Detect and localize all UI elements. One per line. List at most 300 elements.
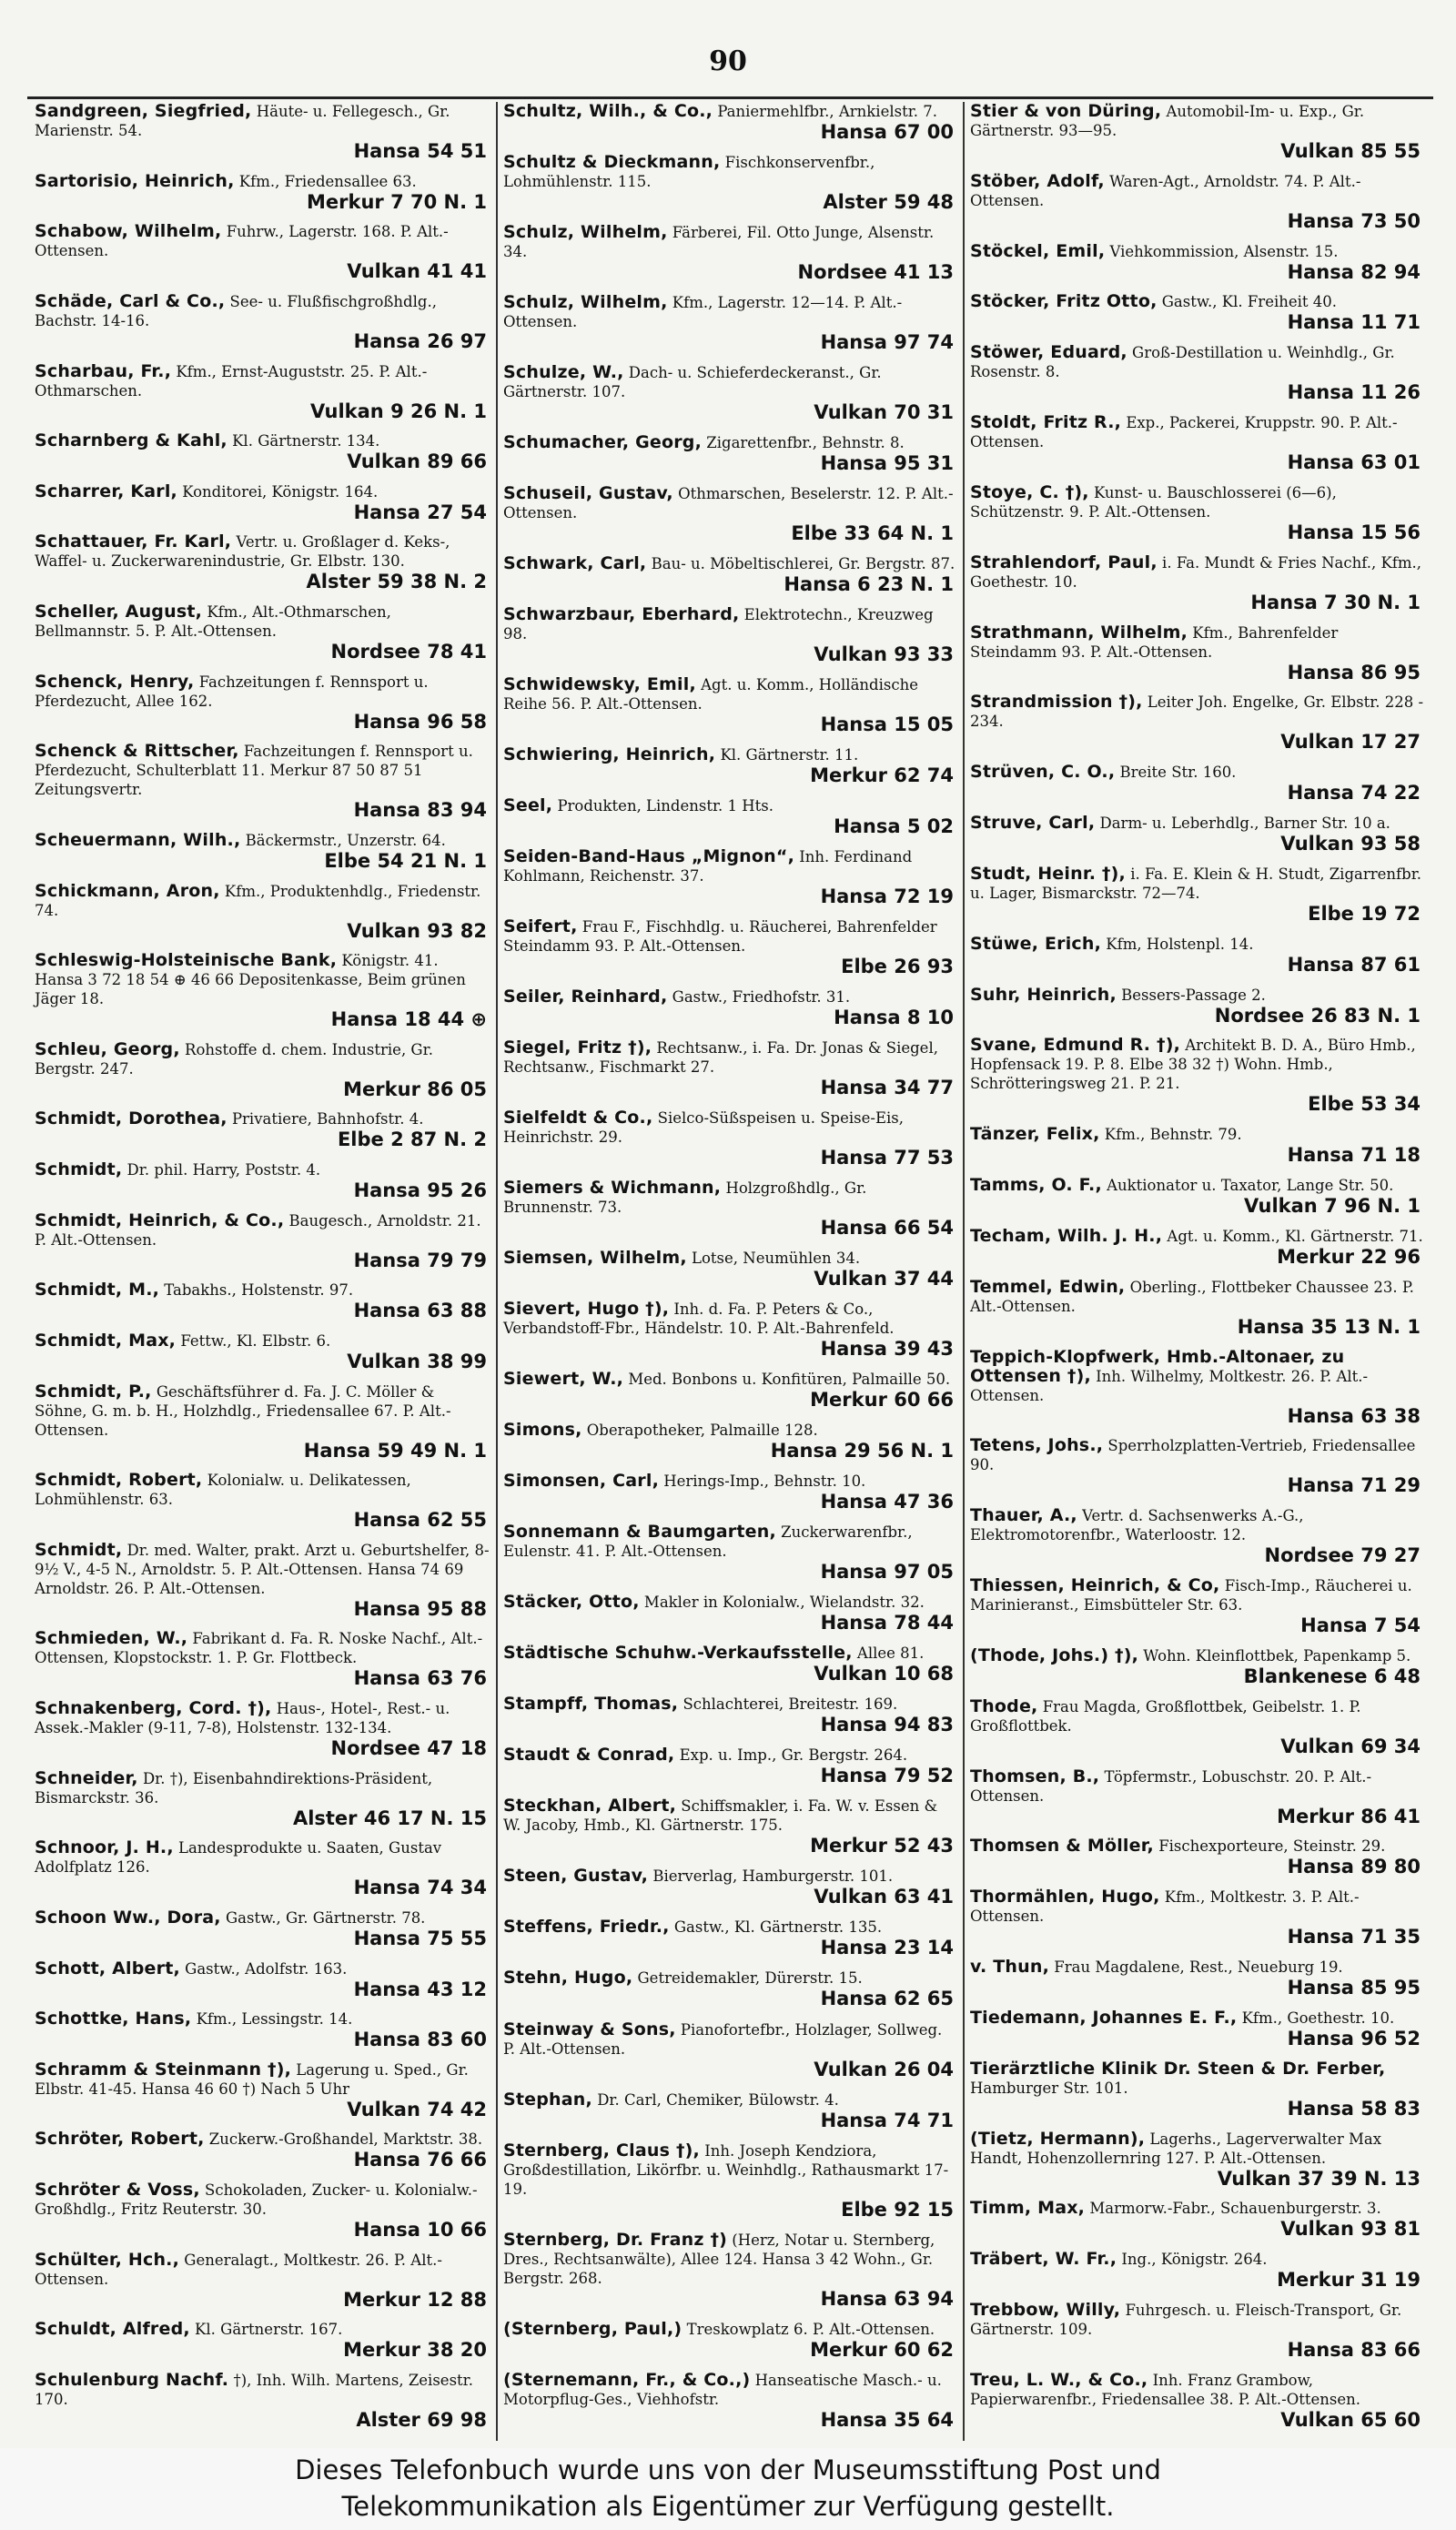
directory-entry bbox=[970, 1958, 1424, 1999]
entry-name: Thode, bbox=[970, 1695, 1038, 1716]
directory-entry bbox=[970, 763, 1424, 804]
entry-name: Scharrer, Karl, bbox=[35, 481, 177, 501]
directory-entry bbox=[970, 1436, 1424, 1496]
entry-details: Kl. Gärtnerstr. 11. bbox=[720, 746, 859, 764]
entry-phone: Vulkan 7 96 N. 1 bbox=[1244, 1195, 1421, 1218]
entry-phone: Hansa 39 43 bbox=[820, 1338, 954, 1361]
entry-name: Schmidt, Robert, bbox=[35, 1470, 203, 1491]
entry-phone: Hansa 71 35 bbox=[1287, 1926, 1421, 1948]
entry-details: Fischexporteure, Steinstr. 29. bbox=[1158, 1837, 1386, 1856]
entry-details: Kfm., Behnstr. 79. bbox=[1104, 1126, 1242, 1144]
entry-name: Schröter, Robert, bbox=[35, 2129, 205, 2150]
entry-details: Paniermehlfbr., Arnkielstr. 7. bbox=[717, 103, 938, 120]
directory-entry bbox=[970, 292, 1424, 333]
entry-details: i. Fa. E. Klein & H. Studt, Zigarrenfbr. u. Lager, Bismarckstr. 72—74. bbox=[970, 865, 1422, 902]
entry-details: Gastw., Gr. Gärtnerstr. 78. bbox=[225, 1908, 426, 1927]
directory-entry bbox=[970, 172, 1424, 232]
entry-phone: Hansa 10 66 bbox=[353, 2219, 487, 2241]
entry-phone: Hansa 15 56 bbox=[1287, 521, 1421, 543]
entry-name: Tänzer, Felix, bbox=[970, 1124, 1100, 1145]
entry-name: Teppich-Klopfwerk, Hmb.-Altonaer, zu Ottensen †), bbox=[970, 1346, 1345, 1386]
directory-entry bbox=[35, 1699, 490, 1759]
directory-entry bbox=[970, 2371, 1424, 2431]
entry-phone: Nordsee 47 18 bbox=[330, 1737, 487, 1759]
entry-details: Inh. d. Fa. P. Peters & Co., Verbandstoff-Fbr., Händelstr. 10. P. Alt.-Bahrenfeld. bbox=[503, 1300, 895, 1338]
directory-entry bbox=[35, 2371, 490, 2431]
entry-phone: Merkur 31 19 bbox=[1277, 2269, 1421, 2292]
page-number: 90 bbox=[709, 46, 747, 77]
entry-name: Schmidt, P., bbox=[35, 1381, 152, 1402]
entry-details: Waren-Agt., Arnoldstr. 74. P. Alt.-Ottensen. bbox=[970, 172, 1361, 209]
entry-details: Generalagt., Moltkestr. 26. P. Alt.-Ottensen. bbox=[35, 2251, 442, 2288]
entry-details: Inh. Franz Grambow, Papierwarenfbr., Friedensallee 38. P. Alt.-Ottensen. bbox=[970, 2371, 1361, 2408]
directory-entry bbox=[503, 1523, 957, 1583]
entry-name: Steinway & Sons, bbox=[503, 2019, 676, 2039]
entry-details: Landesprodukte u. Saaten, Gustav Adolfplatz 126. bbox=[35, 1839, 442, 1877]
directory-entry bbox=[503, 554, 957, 595]
directory-entry bbox=[35, 222, 490, 282]
entry-phone: Hansa 76 66 bbox=[353, 2149, 487, 2171]
directory-entry bbox=[503, 1421, 957, 1462]
directory-entry bbox=[35, 1769, 490, 1829]
directory-entry bbox=[503, 1968, 957, 2009]
entry-name: Stöber, Adolf, bbox=[970, 170, 1105, 191]
entry-name: Scharnberg & Kahl, bbox=[35, 430, 228, 451]
entry-name: Schuseil, Gustav, bbox=[503, 483, 673, 504]
directory-entry bbox=[35, 1211, 490, 1271]
directory-entry bbox=[35, 1838, 490, 1898]
entry-name: Schickmann, Aron, bbox=[35, 880, 220, 901]
entry-phone: Hansa 79 79 bbox=[353, 1249, 487, 1271]
header-rule bbox=[27, 96, 1433, 99]
entry-name: (Sternemann, Fr., & Co.,) bbox=[503, 2369, 751, 2390]
entry-name: Schabow, Wilhelm, bbox=[35, 221, 222, 242]
entry-phone: Hansa 43 12 bbox=[353, 1978, 487, 2000]
entry-details: Elektrotechn., Kreuzweg 98. bbox=[503, 606, 934, 643]
entry-details: Lagerung u. Sped., Gr. Elbstr. 41-45. Hansa 46 60 †) Nach 5 Uhr bbox=[35, 2060, 469, 2098]
entry-details: Fuhrw., Lagerstr. 168. P. Alt.-Ottensen. bbox=[35, 223, 449, 260]
entry-phone: Hansa 97 05 bbox=[820, 1561, 954, 1584]
directory-entry bbox=[503, 433, 957, 474]
entry-details: Produkten, Lindenstr. 1 Hts. bbox=[557, 797, 774, 815]
entry-phone: Vulkan 65 60 bbox=[1280, 2408, 1421, 2431]
entry-name: Schoon Ww., Dora, bbox=[35, 1907, 221, 1928]
entry-name: Sartorisio, Heinrich, bbox=[35, 170, 235, 191]
entry-phone: Hansa 15 05 bbox=[820, 713, 954, 736]
entry-phone: Hansa 23 14 bbox=[820, 1937, 954, 1959]
entry-phone: Hansa 83 66 bbox=[1287, 2338, 1421, 2361]
entry-name: Simonsen, Carl, bbox=[503, 1471, 659, 1492]
entry-name: Schultz, Wilh., & Co., bbox=[503, 102, 713, 121]
entry-details: Geschäftsführer d. Fa. J. C. Möller & Söhne, G. m. b. H., Holzhdlg., Friedensallee 67. P. Alt.-Ottensen. bbox=[35, 1382, 451, 1439]
entry-name: (Tietz, Hermann), bbox=[970, 2128, 1146, 2149]
entry-phone: Hansa 74 71 bbox=[820, 2109, 954, 2131]
entry-phone: Hansa 34 77 bbox=[820, 1077, 954, 1099]
entry-name: Seiler, Reinhard, bbox=[503, 987, 668, 1007]
entry-details: Kfm, Holstenpl. 14. bbox=[1106, 935, 1254, 953]
entry-phone: Hansa 83 60 bbox=[353, 2029, 487, 2051]
directory-entry bbox=[35, 831, 490, 872]
entry-name: Seifert, bbox=[503, 916, 578, 937]
entry-phone: Hansa 95 88 bbox=[353, 1597, 487, 1620]
entry-name: Schneider, bbox=[35, 1767, 138, 1788]
directory-entry bbox=[35, 673, 490, 733]
directory-entry bbox=[970, 1576, 1424, 1636]
entry-phone: Hansa 7 30 N. 1 bbox=[1250, 591, 1421, 613]
entry-name: Stephan, bbox=[503, 2089, 592, 2110]
entry-name: Tiedemann, Johannes E. F., bbox=[970, 2007, 1238, 2028]
entry-phone: Vulkan 9 26 N. 1 bbox=[310, 400, 487, 422]
entry-name: Steffens, Friedr., bbox=[503, 1917, 670, 1938]
directory-entry bbox=[970, 2250, 1424, 2291]
entry-details: Kl. Gärtnerstr. 167. bbox=[195, 2321, 343, 2339]
entry-details: Marmorw.-Fabr., Schauenburgerstr. 3. bbox=[1089, 2200, 1381, 2218]
entry-details: Königstr. 41. Hansa 3 72 18 54 ⊕ 46 66 Depositenkasse, Beim grünen Jäger 18. bbox=[35, 952, 466, 1008]
entry-name: Schnoor, J. H., bbox=[35, 1837, 174, 1858]
directory-entry bbox=[503, 605, 957, 665]
entry-phone: Merkur 22 96 bbox=[1277, 1245, 1421, 1268]
entry-name: Strüven, C. O., bbox=[970, 762, 1116, 783]
directory-entry bbox=[503, 987, 957, 1028]
entry-phone: Vulkan 93 81 bbox=[1280, 2218, 1421, 2241]
entry-name: Siemers & Wichmann, bbox=[503, 1178, 722, 1199]
entry-name: Seel, bbox=[503, 795, 553, 816]
entry-details: Kfm., Friedensallee 63. bbox=[238, 172, 417, 190]
directory-entry bbox=[970, 1036, 1424, 1115]
directory-entry bbox=[35, 102, 490, 162]
entry-phone: Alster 59 38 N. 2 bbox=[306, 571, 487, 593]
directory-entry bbox=[970, 2009, 1424, 2049]
entry-name: Schülter, Hch., bbox=[35, 2249, 180, 2270]
directory-entry bbox=[970, 814, 1424, 855]
entry-phone: Hansa 74 34 bbox=[353, 1877, 487, 1899]
entry-phone: Elbe 19 72 bbox=[1308, 902, 1421, 925]
entry-details: Dr. †), Eisenbahndirektions-Präsident, Bismarckstr. 36. bbox=[35, 1769, 433, 1806]
entry-name: Steen, Gustav, bbox=[503, 1866, 649, 1887]
directory-entry bbox=[503, 796, 957, 837]
directory-entry bbox=[503, 363, 957, 423]
entry-details: Inh. Joseph Kendziora, Großdestillation, Likörfbr. u. Weinhdlg., Rathausmarkt 17-19. bbox=[503, 2141, 949, 2198]
entry-name: Stöcker, Fritz Otto, bbox=[970, 291, 1158, 312]
entry-phone: Hansa 78 44 bbox=[820, 1612, 954, 1634]
directory-entry bbox=[970, 1887, 1424, 1948]
footer-line-1: Dieses Telefonbuch wurde uns von der Museumsstiftung Post und bbox=[295, 2454, 1161, 2485]
entry-phone: Elbe 53 34 bbox=[1308, 1093, 1421, 1116]
entry-details: Sielco-Süßspeisen u. Speise-Eis, Heinrichstr. 29. bbox=[503, 1109, 905, 1147]
entry-details: Dach- u. Schieferdeckeranst., Gr. Gärtnerstr. 107. bbox=[503, 364, 882, 401]
directory-entry bbox=[503, 675, 957, 735]
entry-name: Scheller, August, bbox=[35, 602, 203, 622]
entry-name: Schleswig-Holsteinische Bank, bbox=[35, 950, 338, 971]
directory-entry bbox=[35, 882, 490, 942]
entry-phone: Vulkan 69 34 bbox=[1280, 1735, 1421, 1757]
directory-entry bbox=[503, 484, 957, 544]
entry-details: Bierverlag, Hamburgerstr. 101. bbox=[652, 1867, 894, 1886]
directory-entry bbox=[970, 1697, 1424, 1757]
entry-phone: Hansa 8 10 bbox=[834, 1007, 954, 1029]
entry-phone: Hansa 63 94 bbox=[820, 2287, 954, 2310]
directory-entry bbox=[970, 483, 1424, 543]
directory-entry bbox=[35, 2060, 490, 2120]
entry-phone: Hansa 11 71 bbox=[1287, 311, 1421, 334]
entry-phone: Hansa 18 44 ⊕ bbox=[330, 1008, 487, 1031]
directory-entry bbox=[35, 482, 490, 523]
entry-phone: Hansa 29 56 N. 1 bbox=[770, 1440, 954, 1462]
directory-entry bbox=[503, 2090, 957, 2131]
entry-name: Stampff, Thomas, bbox=[503, 1694, 679, 1715]
directory-entry bbox=[503, 2320, 957, 2361]
entry-name: Thomsen, B., bbox=[970, 1766, 1100, 1786]
entry-details: Zuckerwarenfbr., Eulenstr. 41. P. Alt.-Ottensen. bbox=[503, 1523, 913, 1561]
directory-entry bbox=[970, 693, 1424, 753]
entry-name: Schumacher, Georg, bbox=[503, 432, 703, 453]
entry-phone: Vulkan 17 27 bbox=[1280, 731, 1421, 754]
directory-entry bbox=[970, 1227, 1424, 1268]
entry-details: Agt. u. Komm., Holländische Reihe 56. P. Alt.-Ottensen. bbox=[503, 676, 918, 713]
entry-name: Städtische Schuhw.-Verkaufsstelle, bbox=[503, 1643, 853, 1664]
entry-phone: Hansa 58 83 bbox=[1287, 2097, 1421, 2120]
entry-name: Struve, Carl, bbox=[970, 813, 1096, 834]
entry-details: Fuhrgesch. u. Fleisch-Transport, Gr. Gärtnerstr. 109. bbox=[970, 2301, 1402, 2338]
directory-entry bbox=[503, 1179, 957, 1239]
entry-phone: Vulkan 93 58 bbox=[1280, 833, 1421, 855]
entry-phone: Vulkan 85 55 bbox=[1280, 140, 1421, 162]
entry-phone: Vulkan 93 82 bbox=[347, 919, 487, 942]
entry-details: Med. Bonbons u. Konfitüren, Palmaille 50. bbox=[628, 1371, 951, 1389]
entry-details: Gastw., Kl. Freiheit 40. bbox=[1161, 293, 1338, 311]
entry-details: Haus-, Hotel-, Rest.- u. Assek.-Makler (9-11, 7-8), Holstenstr. 132-134. bbox=[35, 1700, 450, 1736]
directory-entry bbox=[970, 1646, 1424, 1687]
entry-details: Oberapotheker, Palmaille 128. bbox=[586, 1422, 818, 1440]
entry-name: Schwarzbaur, Eberhard, bbox=[503, 604, 740, 625]
directory-entry bbox=[35, 1382, 490, 1462]
entry-name: Suhr, Heinrich, bbox=[970, 984, 1117, 1005]
entry-phone: Elbe 26 93 bbox=[841, 956, 954, 978]
directory-entry bbox=[970, 413, 1424, 473]
entry-details: Töpfermstr., Lobuschstr. 20. P. Alt.-Ottensen. bbox=[970, 1767, 1372, 1805]
entry-name: Strahlendorf, Paul, bbox=[970, 552, 1158, 572]
entry-phone: Vulkan 93 33 bbox=[814, 643, 954, 666]
directory-entry bbox=[503, 1038, 957, 1098]
directory-entry bbox=[35, 1629, 490, 1689]
entry-details: Kfm., Goethestr. 10. bbox=[1241, 2009, 1395, 2027]
entry-name: Treu, L. W., & Co., bbox=[970, 2369, 1148, 2390]
entry-details: Frau Magda, Großflottbek, Geibelstr. 1. P. Großflottbek. bbox=[970, 1697, 1361, 1735]
entry-phone: Hansa 73 50 bbox=[1287, 209, 1421, 232]
entry-name: Schmidt, Dorothea, bbox=[35, 1108, 228, 1129]
entry-phone: Merkur 60 66 bbox=[810, 1389, 954, 1412]
directory-entry bbox=[970, 986, 1424, 1027]
entry-details: Dr. phil. Harry, Poststr. 4. bbox=[126, 1161, 321, 1179]
directory-entry bbox=[35, 1160, 490, 1201]
directory-entry bbox=[970, 1278, 1424, 1338]
entry-details: Fettw., Kl. Elbstr. 6. bbox=[180, 1331, 331, 1350]
entry-name: Staudt & Conrad, bbox=[503, 1745, 675, 1766]
directory-entry bbox=[970, 935, 1424, 976]
entry-details: Oberling., Flottbeker Chaussee 23. P. Alt.-Ottensen. bbox=[970, 1278, 1414, 1315]
entry-phone: Hansa 77 53 bbox=[820, 1147, 954, 1169]
entry-phone: Vulkan 26 04 bbox=[814, 2058, 954, 2080]
entry-details: (Herz, Notar u. Sternberg, Dres., Rechtsanwälte), Allee 124. Hansa 3 42 Wohn., Gr. Bergstr. 268. bbox=[503, 2231, 935, 2287]
entry-details: Kunst- u. Bauschlosserei (6—6), Schützenstr. 9. P. Alt.-Ottensen. bbox=[970, 483, 1337, 521]
entry-phone: Hansa 96 58 bbox=[353, 710, 487, 733]
entry-phone: Merkur 7 70 N. 1 bbox=[306, 190, 487, 213]
entry-phone: Hansa 35 13 N. 1 bbox=[1237, 1315, 1421, 1338]
directory-entry bbox=[503, 1695, 957, 1736]
entry-details: Konditorei, Königstr. 164. bbox=[182, 482, 379, 501]
entry-name: Tierärztliche Klinik Dr. Steen & Dr. Ferber, bbox=[970, 2058, 1386, 2079]
entry-details: Privatiere, Bahnhofstr. 4. bbox=[231, 1110, 424, 1128]
entry-name: Schnakenberg, Cord. †), bbox=[35, 1698, 272, 1718]
directory-entry bbox=[35, 602, 490, 663]
entry-name: Schmidt, Max, bbox=[35, 1330, 177, 1351]
entry-details: Wohn. Kleinflottbek, Papenkamp 5. bbox=[1143, 1646, 1411, 1665]
directory-entry bbox=[35, 2009, 490, 2050]
column-1 bbox=[29, 102, 496, 2441]
entry-name: Stehn, Hugo, bbox=[503, 1968, 633, 1989]
entry-details: Exp. u. Imp., Gr. Bergstr. 264. bbox=[679, 1746, 908, 1765]
entry-phone: Hansa 71 18 bbox=[1287, 1144, 1421, 1167]
entry-name: Schmidt, Heinrich, & Co., bbox=[35, 1209, 285, 1230]
entry-phone: Hansa 72 19 bbox=[820, 886, 954, 908]
entry-name: Schenck & Rittscher, bbox=[35, 741, 239, 762]
entry-details: Sperrholzplatten-Vertrieb, Friedensallee 90. bbox=[970, 1437, 1416, 1474]
entry-details: Bessers-Passage 2. bbox=[1121, 986, 1266, 1004]
entry-phone: Hansa 82 94 bbox=[1287, 260, 1421, 283]
entry-name: Siewert, W., bbox=[503, 1369, 624, 1390]
directory-entry bbox=[503, 2371, 957, 2431]
directory-entry bbox=[503, 1108, 957, 1169]
directory-entry bbox=[503, 1593, 957, 1634]
entry-name: Thauer, A., bbox=[970, 1505, 1077, 1526]
entry-name: Simons, bbox=[503, 1420, 582, 1441]
directory-entry bbox=[35, 1280, 490, 1321]
entry-phone: Alster 59 48 bbox=[823, 191, 954, 214]
directory-entry bbox=[503, 1746, 957, 1786]
entry-phone: Merkur 86 05 bbox=[343, 1078, 487, 1100]
entry-name: Sielfeldt & Co., bbox=[503, 1108, 653, 1128]
directory-entry bbox=[35, 431, 490, 472]
entry-name: Schröter & Voss, bbox=[35, 2180, 200, 2200]
entry-details: †), Inh. Wilh. Martens, Zeisestr. 170. bbox=[35, 2371, 473, 2408]
entry-details: Hanseatische Masch.- u. Motorpflug-Ges., Viehhofstr. bbox=[503, 2371, 942, 2408]
directory-entry bbox=[35, 172, 490, 213]
directory-entry bbox=[503, 1644, 957, 1685]
entry-details: Gastw., Adolfstr. 163. bbox=[185, 1959, 348, 1978]
column-2 bbox=[496, 102, 963, 2441]
entry-name: Stüwe, Erich, bbox=[970, 933, 1102, 954]
entry-name: Schwidewsky, Emil, bbox=[503, 674, 696, 695]
directory-entry bbox=[503, 1867, 957, 1908]
entry-details: Architekt B. D. A., Büro Hmb., Hopfensack 19. P. 8. Elbe 38 32 †) Wohn. Hmb., Schrötteringsweg 21. P. 21. bbox=[970, 1037, 1416, 1093]
directory-entry bbox=[35, 1331, 490, 1372]
directory-entry bbox=[35, 1040, 490, 1100]
entry-name: Schleu, Georg, bbox=[35, 1038, 180, 1059]
entry-details: Vertr. d. Sachsenwerks A.-G., Elektromotorenfbr., Waterloostr. 12. bbox=[970, 1507, 1304, 1544]
directory-entry bbox=[35, 1471, 490, 1531]
entry-details: Automobil-Im- u. Exp., Gr. Gärtnerstr. 93—95. bbox=[970, 103, 1365, 139]
entry-name: Scheuermann, Wilh., bbox=[35, 829, 241, 850]
entry-name: Sievert, Hugo †), bbox=[503, 1299, 670, 1320]
entry-phone: Hansa 86 95 bbox=[1287, 661, 1421, 683]
entry-name: Schulze, W., bbox=[503, 362, 624, 383]
directory-entry bbox=[503, 223, 957, 283]
directory-entry bbox=[35, 951, 490, 1030]
entry-phone: Elbe 54 21 N. 1 bbox=[324, 849, 487, 872]
directory-entry bbox=[503, 1249, 957, 1290]
entry-name: Träbert, W. Fr., bbox=[970, 2249, 1117, 2270]
entry-phone: Merkur 52 43 bbox=[810, 1835, 954, 1857]
entry-details: Kl. Gärtnerstr. 134. bbox=[232, 432, 380, 450]
entry-details: Fachzeitungen f. Rennsport u. Pferdezucht, Schulterblatt 11. Merkur 87 50 87 51 Zeitungsvertr. bbox=[35, 743, 473, 799]
entry-name: Stoye, C. †), bbox=[970, 481, 1089, 502]
entry-name: Stier & von Düring, bbox=[970, 102, 1162, 121]
entry-name: Strandmission †), bbox=[970, 692, 1143, 713]
directory-columns bbox=[29, 102, 1431, 2441]
directory-entry bbox=[35, 2130, 490, 2171]
directory-entry bbox=[970, 1348, 1424, 1427]
entry-details: Allee 81. bbox=[856, 1644, 925, 1663]
entry-name: Schwark, Carl, bbox=[503, 553, 647, 574]
directory-entry bbox=[503, 1300, 957, 1360]
entry-phone: Blankenese 6 48 bbox=[1243, 1665, 1421, 1687]
entry-details: Pianofortefbr., Holzlager, Sollweg. P. Alt.-Ottensen. bbox=[503, 2020, 943, 2058]
entry-name: Stoldt, Fritz R., bbox=[970, 412, 1122, 433]
directory-entry bbox=[970, 102, 1424, 162]
entry-details: Vertr. u. Großlager d. Keks-, Waffel- u. Zuckerwarenindustrie, Gr. Elbstr. 130. bbox=[35, 533, 450, 571]
directory-entry bbox=[970, 2130, 1424, 2190]
entry-details: Fachzeitungen f. Rennsport u. Pferdezucht, Allee 162. bbox=[35, 673, 429, 710]
entry-details: Baugesch., Arnoldstr. 21. P. Alt.-Ottensen. bbox=[35, 1211, 481, 1249]
entry-details: Rohstoffe d. chem. Industrie, Gr. Bergstr. 247. bbox=[35, 1040, 433, 1078]
directory-entry bbox=[503, 917, 957, 977]
entry-details: Viehkommission, Alsenstr. 15. bbox=[1109, 242, 1339, 260]
entry-name: Schottke, Hans, bbox=[35, 2009, 192, 2029]
entry-name: Siegel, Fritz †), bbox=[503, 1037, 652, 1058]
directory-entry bbox=[503, 847, 957, 907]
entry-name: Trebbow, Willy, bbox=[970, 2299, 1121, 2320]
entry-details: Tabakhs., Holstenstr. 97. bbox=[164, 1281, 354, 1300]
entry-details: Schiffsmakler, i. Fa. W. v. Essen & W. Jacoby, Hmb., Kl. Gärtnerstr. 175. bbox=[503, 1797, 938, 1835]
entry-details: Kfm., Lessingstr. 14. bbox=[196, 2010, 353, 2029]
entry-name: Schulenburg Nachf. bbox=[35, 2369, 229, 2390]
entry-phone: Vulkan 10 68 bbox=[814, 1663, 954, 1685]
entry-name: Sandgreen, Siegfried, bbox=[35, 102, 252, 121]
entry-phone: Hansa 71 29 bbox=[1287, 1474, 1421, 1497]
entry-name: Schulz, Wilhelm, bbox=[503, 292, 668, 313]
entry-details: Getreidemakler, Dürerstr. 15. bbox=[637, 1969, 863, 1988]
directory-entry bbox=[503, 2020, 957, 2080]
entry-phone: Nordsee 41 13 bbox=[797, 261, 954, 284]
entry-name: Thiessen, Heinrich, & Co, bbox=[970, 1575, 1220, 1596]
entry-phone: Alster 46 17 N. 15 bbox=[292, 1806, 487, 1829]
entry-details: Holzgroßhdlg., Gr. Brunnenstr. 73. bbox=[503, 1179, 867, 1217]
entry-details: Färberei, Fil. Otto Junge, Alsenstr. 34. bbox=[503, 224, 935, 261]
entry-phone: Vulkan 38 99 bbox=[347, 1350, 487, 1372]
entry-name: Svane, Edmund R. †), bbox=[970, 1035, 1180, 1056]
directory-entry bbox=[503, 102, 957, 143]
entry-phone: Hansa 26 97 bbox=[353, 329, 487, 352]
entry-phone: Hansa 63 01 bbox=[1287, 451, 1421, 474]
entry-phone: Vulkan 63 41 bbox=[814, 1886, 954, 1908]
entry-name: Stäcker, Otto, bbox=[503, 1592, 640, 1613]
entry-phone: Hansa 5 02 bbox=[834, 815, 954, 838]
entry-phone: Hansa 95 26 bbox=[353, 1179, 487, 1201]
entry-name: Schwiering, Heinrich, bbox=[503, 744, 716, 765]
entry-details: Lotse, Neumühlen 34. bbox=[692, 1250, 861, 1268]
entry-phone: Merkur 38 20 bbox=[343, 2339, 487, 2362]
entry-details: Kfm., Produktenhdlg., Friedenstr. 74. bbox=[35, 882, 481, 919]
